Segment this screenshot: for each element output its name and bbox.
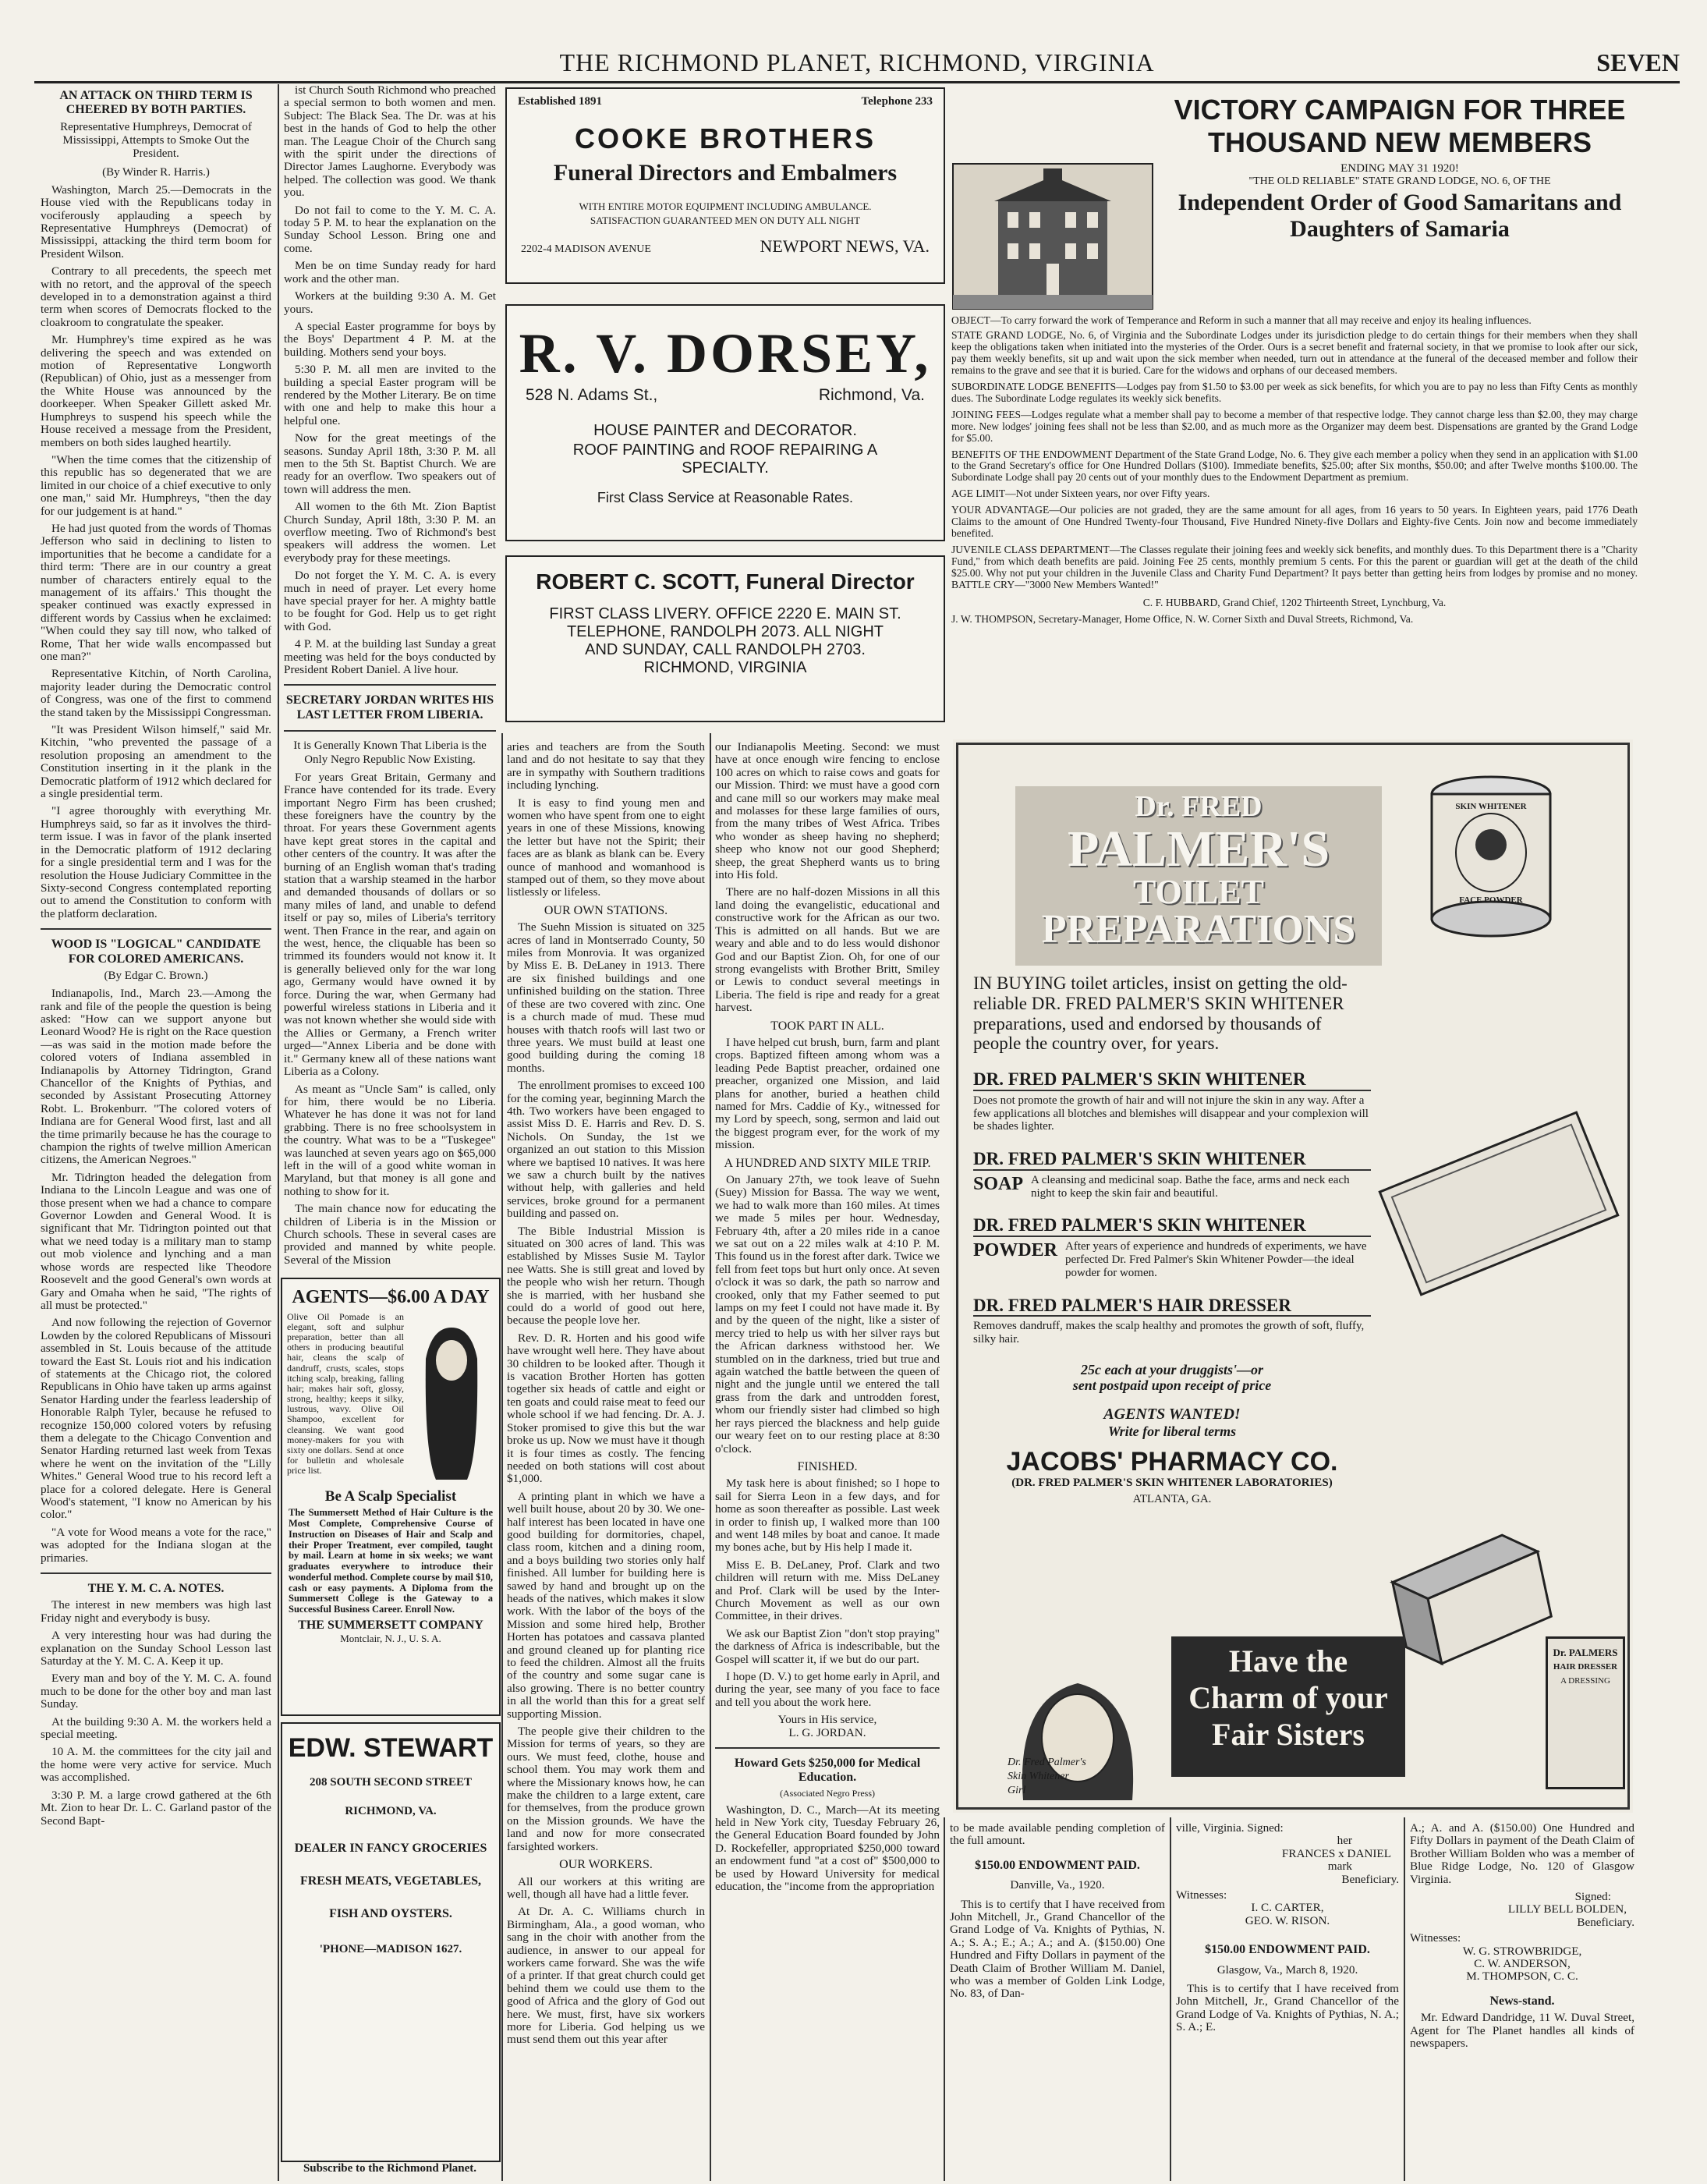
ad-palmers-preparations: [953, 739, 1633, 1813]
woman-portrait-image: [409, 1312, 494, 1484]
dateline: Glasgow, Va., March 8, 1920.: [1217, 1962, 1358, 1977]
ad-org: Independent Order of Good Samaritans and: [1178, 190, 1622, 215]
article-divider: [284, 684, 496, 686]
product-body: Does not promote the growth of hair and will not injure the skin in any way. After a few applications all blotches and blemishes will disappear and your complexion will be shades lighter.: [973, 1094, 1369, 1133]
ad-intro: IN BUYING toilet articles, insist on getting the old-reliable DR. FRED PALMER'S SKIN WHITENER preparations, used and endorsed by thousands of people the country over, for years.: [973, 973, 1348, 1054]
logo-line: PALMER'S: [1067, 821, 1330, 878]
ad-victory-campaign: [951, 84, 1638, 718]
product-word: SOAP: [973, 1173, 1024, 1194]
endowment-heading: $150.00 ENDOWMENT PAID.: [1205, 1943, 1370, 1957]
article-paragraph: aries and teachers are from the South land and do not hesitate to say that they are in sympathy with Southern traditions including lynching.: [507, 741, 705, 792]
logo-line: Dr. FRED: [1135, 790, 1263, 823]
sig-name: FRANCES x DANIEL: [1281, 1846, 1391, 1860]
bottom-column-3: [1410, 1822, 1634, 2181]
product-heading: DR. FRED PALMER'S SKIN WHITENER: [973, 1069, 1371, 1091]
endowment-heading: $150.00 ENDOWMENT PAID.: [975, 1858, 1140, 1872]
article-paragraph: Rev. D. R. Horten and his good wife have wrought well here. They have about 30 children to be looked after. Though it is vacation Brother Horten has gotten together six heads of cattle and eight or ten goats and could raise meat to feed our whole school if we had fencing. Dr. A. J. Stoker promised to give this but the war broke us up. Now we must have it though it is four times as costly. The fencing needed on both stations will cost about $1,000.: [507, 1331, 705, 1486]
headline-wood: WOOD IS "LOGICAL" CANDIDATE FOR COLORED AMERICANS.: [51, 938, 261, 966]
palmer-logo-banner: [1015, 786, 1382, 966]
article-paragraph: to be made available pending completion of the full amount.: [950, 1822, 1165, 1848]
article-paragraph: Contrary to all precedents, the speech met with no retort, and the approval of the speech developed in to a demonstration against a third term when scores of Democrats flocked to the cloakroom to congratulate the speaker.: [41, 264, 271, 329]
ad-line: TELEPHONE, RANDOLPH 2073. ALL NIGHT: [566, 623, 884, 640]
ad-signature: C. F. HUBBARD, Grand Chief, 1202 Thirteenth Street, Lynchburg, Va.: [1142, 597, 1447, 609]
ad-line: FRESH MEATS, VEGETABLES,: [299, 1874, 482, 1888]
product-word: POWDER: [973, 1240, 1057, 1261]
ad-name: ROBERT C. SCOTT, Funeral Director: [536, 569, 915, 594]
article-paragraph: "When the time comes that the citizenship of this republic has so degenerated that we are limited in our choice of a chief executive to only one man," said Mr. Humphreys, "then the day for our judgement is at hand.": [41, 452, 271, 518]
ad-phone: 'PHONE—MADISON 1627.: [319, 1943, 462, 1955]
article-paragraph: We ask our Baptist Zion "don't stop praying" the darkness of Africa is indescribable, but the Gospel will scatter it, if we but do our part.: [715, 1626, 940, 1666]
ad-paragraph: SUBORDINATE LODGE BENEFITS—Lodges pay from $1.50 to $3.00 per week as sick benefits, for which you are to pay no less than Fifty Cents as monthly dues. The Subordinate Lodge regulates its weekly sick benefits.: [951, 380, 1638, 404]
ad-paragraph: OBJECT—To carry forward the work of Temperance and Reform in such a manner that all may receive and enjoy its healing influences.: [951, 314, 1532, 326]
tin-label: SKIN WHITENER: [1455, 802, 1527, 811]
column-rule: [710, 733, 711, 2181]
article-paragraph: Men be on time Sunday ready for hard work and the other man.: [284, 259, 496, 285]
ad-cooke-brothers: [505, 87, 945, 284]
article-paragraph: "I agree thoroughly with everything Mr. Humphreys said, so far as it involves the third-term issue. I was in favor of the plank inserted in the Democratic platform of 1912 declaring for a single presidential term and I was for the resolution the House Judiciary Committee in the Sixty-second Congress contemplated reporting out to amend the Constitution to conform with the platform declaration.: [41, 804, 271, 920]
newspaper-title: THE RICHMOND PLANET, RICHMOND, VIRGINIA: [559, 48, 1155, 76]
article-paragraph: Washington, March 25.—Democrats in the House vied with the Republicans today in vociferously applauding a speech by Representative Humphreys (Democrat) of Mississippi, attacking the third term boom for President Wilson.: [41, 183, 271, 261]
article-paragraph: Now for the great meetings of the seasons. Sunday April 18th, 3:30 P. M. all men to the 5th St. Baptist Church. We are ready for an overflow. Two speakers out of town will address the men.: [284, 431, 496, 496]
ad-established: Established 1891: [518, 95, 602, 108]
column-rule: [501, 733, 503, 2181]
subhead-jordan: It is Generally Known That Liberia is the Only Negro Republic Now Existing.: [293, 739, 487, 766]
subhead-took-part: TOOK PART IN ALL.: [770, 1019, 884, 1033]
girl-caption: Girl: [1008, 1785, 1026, 1796]
article-paragraph: All women to the 6th Mt. Zion Baptist Church Sunday, April 18th, 3:30 P. M. an overflow meeting. Two of Richmond's best speakers will address the women. Let everybody pray for these meetings.: [284, 500, 496, 565]
bottom-column-1: [950, 1822, 1165, 2181]
article-paragraph: 3:30 P. M. a large crowd gathered at the 6th Mt. Zion to hear Dr. L. C. Garland pastor of the Second Bapt-: [41, 1788, 271, 1828]
ad-paragraph: AGE LIMIT—Not under Sixteen years, nor over Fifty years.: [951, 488, 1210, 500]
article-paragraph: ist Church South Richmond who preached a special sermon to both women and men. Subject: The Black Sea. The Dr. was at his best in the hands of God to help the other man. The League Choir of the Church sang with the spirit under the directions of Director James Laughorne. Everybody was helped. The collection was good. We thank you.: [284, 84, 496, 200]
ad-ending: ENDING MAY 31 1920!: [1340, 162, 1459, 175]
ad-line: WITH ENTIRE MOTOR EQUIPMENT INCLUDING AMBULANCE.: [579, 200, 872, 212]
ad-title: THOUSAND NEW MEMBERS: [1208, 126, 1592, 158]
article-paragraph: A very interesting hour was had during the explanation on the Sunday School Lesson last Saturday at the Y. M. C. A. Keep it up.: [41, 1629, 271, 1668]
ad-line: FISH AND OYSTERS.: [329, 1907, 452, 1920]
company-name: THE SUMMERSETT COMPANY: [298, 1618, 483, 1632]
specialist-heading: Be A Scalp Specialist: [324, 1487, 457, 1505]
ad-paragraph: YOUR ADVANTAGE—Our policies are not graded, they are the same amount for all ages, from 16 years to 50 years. In Eighteen years, paid 1776 Death Claims to the amount of One Hundred Twenty-four Thousand, Five Hundred Ninety-five Dollars and Eighty-five Cents. Join now and become immediately benefited.: [951, 504, 1638, 540]
sig-line: Beneficiary.: [1577, 1915, 1634, 1929]
article-paragraph: And now following the rejection of Governor Lowden by the colored Republicans of Missouri assembled in St. Louis because of the attitude toward the East St. Louis riot and his indication of statements at the Chicago riot, the colored Republicans in Ohio have taken up arms against Senator Harding under the fearless leadership of Honorable Ralph Tyler, because he refused to recognize 150,000 colored voters by refusing them a delegate to the Chicago Convention and Senator Harding returned last week from Texas where he went on the invitation of the "Lilly Whites." General Wood true to his record left a place for a colored delegate. Here is General Wood's statement, "I know no American by his color.": [41, 1316, 271, 1522]
ad-name: R. V. DORSEY,: [519, 322, 932, 385]
article-paragraph: Washington, D. C., March—At its meeting held in New York city, Tuesday February 26, the General Education Board founded by John D. Rockefeller, appropriated $250,000 toward an endowment fund "at a cost of" $500,000 to be used by Howard University for medical education, the "income from the appropriation: [715, 1803, 940, 1894]
witness-name: C. W. ANDERSON,: [1474, 1957, 1571, 1971]
column-1: [41, 84, 271, 2182]
article-paragraph: This is to certify that I have received from John Mitchell, Jr., Grand Chancellor of the Grand Lodge of Va. Knights of Pythias, N. A.; S. A.; E.; A.; A.; and A. ($150.00) One Hundred and Fifty Dollars in payment of the Death Claim of Brother William M. Daniel, who was a member of Golden Link Lodge, No. 83, of Dan-: [950, 1897, 1165, 2001]
article-paragraph: As meant as "Uncle Sam" is called, only for him, there would be no Liberia. Whatever he has done it was not for land grabbing. There is no free schoolsystem in the country. What was to be a "Tuskegee" was launched at seven years ago on $65,000 left in the will of a good white woman in Maryland, but that money is all gone and nothing to show for it.: [284, 1082, 496, 1198]
article-paragraph: The main chance now for educating the children of Liberia is in the Mission or Church schools. These in several cases are provided and manned by white people. Several of the Mission: [284, 1202, 496, 1267]
article-paragraph: The people give their children to the Mission for terms of years, so they are ours. We must feed, clothe, house and school them. You may work them and where the Missionary knows how, he can make the children to a large extent, care for themselves, from the produce grown on the Mission grounds. We have the land and now for more consecrated farsighted workers.: [507, 1725, 705, 1853]
ad-org: Daughters of Samaria: [1290, 216, 1510, 242]
ad-city: RICHMOND, VA.: [345, 1805, 437, 1817]
article-paragraph: On January 27th, we took leave of Suehn (Suey) Mission for Bassa. The way we went, we had to walk more than 160 miles. At times we made 5 miles per hour. Wednesday, February 4th, after a 20 miles ride in a canoe we sat out on a 22 miles walk at 4:10 P. M. This found us in the forest after dark. Twice we fell from feet tops but hurt only once. At seven o'clock it was so dark, the path so narrow and crooked, only that my Father seemed to put lamps on my feet I could not have made it. By and by the queen of the night, like a sister of mercy tried to help us with her silver rays but the African darkness withstood her. We stumbled on in the darkness, tried but true and again watched the battle between the queen of night and the jungle until we entered the tall grass from the dark and untrodden forest, whom our friendly sister had climbed so high her rays pierced the blackness and help guide our weary feet on to our resting place at 8:30 o'clock.: [715, 1172, 940, 1455]
article-paragraph: All our workers at this writing are well, though all have had a little fever.: [507, 1874, 705, 1901]
article-paragraph: "A vote for Wood means a vote for the race," was adopted for the Indiana slogan at the primaries.: [41, 1525, 271, 1565]
article-paragraph: This is to certify that I have received from John Mitchell, Jr., Grand Chancellor of the Grand Lodge of Va. Knights of Pythias, N. A.; S. A.; E.: [1176, 1982, 1399, 2034]
ad-address: 2202-4 MADISON AVENUE: [521, 243, 651, 255]
column-rule: [278, 84, 279, 2181]
column-3: [507, 741, 705, 2181]
article-paragraph: For years Great Britain, Germany and France have contended for its trade. Every important Negro Firm has been crushed; these foreigners have the country by the throat. For years these Government agents have kept great stores in the capital and other centers of the country. It was after the burning of an English woman that's trading station that a warship steamed in the harbor and demanded thousands of dollars or so many miles of land, and unable to defend itself or pay so, miles of Liberia's territory went. Then France in the rear, and again on the west, hence, the cliquable has been so trimmed its founders would not know it. It is generally believed only for the war long ago, Germany would have owned it by force. During the war, when Germany had powerful wireless stations in Liberia and it was not known whether she would side with the Allies or Germany, a French writer urged—"Annex Liberia and be done with it." Germany knew all of these nations want Liberia as a Colony.: [284, 770, 496, 1079]
howard-source: (Associated Negro Press): [780, 1787, 875, 1799]
headline-jordan: SECRETARY JORDAN WRITES HIS LAST LETTER FROM LIBERIA.: [285, 693, 494, 722]
logo-line: PREPARATIONS: [1041, 907, 1356, 952]
logo-line: TOILET: [1133, 873, 1264, 911]
product-heading: DR. FRED PALMER'S HAIR DRESSER: [973, 1296, 1371, 1317]
article-paragraph: Every man and boy of the Y. M. C. A. found much to be done for the other boy and man last Sunday.: [41, 1672, 271, 1711]
subhead-workers: OUR WORKERS.: [559, 1858, 653, 1872]
specialist-body: The Summersett Method of Hair Culture is the Most Complete, Comprehensive Course of Instruction on Diseases of Hair and Scalp and their Proper Treatment, ever compiled, taught by mail. Learn at home in six weeks; we want graduates everywhere to introduce their wonderful method. Complete course by mail $10, cash or easy payments. A Diploma from the Summersett College is the Gateway to a Successful Business Career. Enroll Now.: [289, 1507, 493, 1615]
byline: (By Edgar C. Brown.): [104, 969, 208, 982]
article-paragraph: Workers at the building 9:30 A. M. Get yours.: [284, 289, 496, 316]
sig-line: Beneficiary.: [1341, 1872, 1399, 1886]
ad-line: SATISFACTION GUARANTEED MEN ON DUTY ALL NIGHT: [590, 214, 861, 226]
company-name: JACOBS' PHARMACY CO.: [1006, 1446, 1338, 1477]
ad-sub: "THE OLD RELIABLE" STATE GRAND LODGE, NO. 6, OF THE: [1248, 176, 1551, 187]
article-paragraph: Mr. Humphrey's time expired as he was delivering the speech and was extended on motion of Representative Longworth (Republican) of Ohio, just as a messenger from the White House was announced by the doorkeeper. When Speaker Gillett asked Mr. Humphreys to suspend his speech while the House received a message from the President, members on both sides laughed heartily.: [41, 333, 271, 449]
article-divider: [284, 730, 496, 732]
article-paragraph: It is easy to find young men and women who have spent from one to eight years in one of these Missions, knowing the letter but have not the Spirit; their faces are as blank as blank can be. Every ounce of manhood and womanhood is stamped out of them, so they move about listlessly or lifeless.: [507, 796, 705, 899]
agents-wanted: AGENTS WANTED!: [1103, 1406, 1241, 1424]
article-paragraph: A.; A. and A. ($150.00) One Hundred and Fifty Dollars in payment of the Death Claim of Brother William Bolden who was a member of Blue Ridge Lodge, No. 120 of Glasgow Virginia.: [1410, 1822, 1634, 1886]
headline-howard: Howard Gets $250,000 for Medical Education.: [734, 1757, 921, 1785]
witness-name: W. G. STROWBRIDGE,: [1462, 1944, 1582, 1958]
ad-title: AGENTS—$6.00 A DAY: [292, 1287, 490, 1307]
ad-agents-olive-oil: [281, 1278, 501, 1716]
product-body: After years of experience and hundreds of experiments, we have perfected Dr. Fred Palmer's Skin Whitener Powder—the ideal powder for women.: [1065, 1240, 1367, 1279]
tin-label: FACE POWDER: [1459, 895, 1523, 905]
subhead-finished: FINISHED.: [797, 1459, 858, 1473]
article-paragraph: A printing plant in which we have a well built house, about 20 by 30. We one-half interest has been located in have one good building for dormitories, chapel, class room, kitchen and a dining room, and a boys building two stories only half finished. All lumber for building here is sawed by hand and brought up on the heads of the natives, which makes it slow work. With the labor of the boys of the Mission and some hired help, Brother Horten has potatoes and cassava planted and ground cleaned up for planting rice to feed the children. Almost all the fruits of the country and some sugar cane is also growing. There is no better country in all the world than this for a great self supporting Mission.: [507, 1489, 705, 1721]
article-paragraph: 4 P. M. at the building last Sunday a great meeting was held for the boys conducted by President Robert Daniel. A live hour.: [284, 637, 496, 677]
ad-line: DEALER IN FANCY GROCERIES: [294, 1842, 487, 1855]
article-paragraph: At the building 9:30 A. M. the workers held a special meeting.: [41, 1714, 271, 1742]
column-rule: [1404, 1817, 1405, 2181]
sig-line: her: [1337, 1834, 1352, 1848]
witness-name: I. C. CARTER,: [1251, 1901, 1324, 1915]
article-paragraph: The enrollment promises to exceed 100 for the coming year, beginning March the 4th. Two workers have been engaged to assist Miss D. E. Harris and Rev. D. S. Nichols. On Sunday, the 1st we organized an out station to this Mission where we baptised 10 natives. It was here we saw a church built by the natives without help, with galleries and held services, broke ground for a permanent building and passed on.: [507, 1079, 705, 1221]
headline-third-term: AN ATTACK ON THIRD TERM IS CHEERED BY BOTH PARTIES.: [59, 89, 253, 117]
subhead-trip: A HUNDRED AND SIXTY MILE TRIP.: [724, 1156, 931, 1170]
article-paragraph: I hope (D. V.) to get home early in April, and during the year, see many of you face to face and tell you about the work here.: [715, 1669, 940, 1709]
article-paragraph: At Dr. A. C. Williams church in Birmingham, Ala., a good woman, who sang in the choir with another from the audience, in answer to our appeal for workers came forward. She was the wife of a printer. If that great church could get behind them we could use them to the good of Africa and the glory of God out here. We must, first, have six workers more for Liberia. God helping us we must send them out this year after: [507, 1905, 705, 2047]
article-paragraph: Do not forget the Y. M. C. A. is every much in need of prayer. Let every home have special prayer for her. A mighty battle to be fought for God. Help us to get right with God.: [284, 569, 496, 633]
article-paragraph: "It was President Wilson himself," said Mr. Kitchin, "who prevented the passage of a resolution proposing an amendment to the Constitution inserting in it the plank in the Democratic platform of 1912 which declared for a single presidential term.: [41, 723, 271, 801]
sig-name: LILLY BELL BOLDEN,: [1507, 1902, 1627, 1916]
product-heading: DR. FRED PALMER'S SKIN WHITENER: [973, 1215, 1371, 1237]
product-heading: DR. FRED PALMER'S SKIN WHITENER: [973, 1149, 1371, 1171]
article-paragraph: A special Easter programme for boys by the Boys' Department 4 P. M. at the building. Mothers send your boys.: [284, 319, 496, 359]
ad-paragraph: STATE GRAND LODGE, No. 6, of Virginia and the Subordinate Lodges under its jurisdiction pledge to do certain things for their members when they shall keep the obligations taken when initiated into the mysteries of the Order. Ours is a secret benefit and fraternal society, in that we promise to look after our sick, pay them weekly benefits, sit up and wait upon the sick member when needed, turn out in attendance at the funeral of the deceased member and follow their remains to the grave and see that it is buried. Care for the widows and orphans of our deceased members.: [951, 328, 1638, 376]
headline-ymca: THE Y. M. C. A. NOTES.: [87, 1582, 225, 1596]
ad-subtitle: Funeral Directors and Embalmers: [553, 160, 898, 186]
price-line: sent postpaid upon receipt of price: [1072, 1377, 1272, 1394]
product-body: A cleansing and medicinal soap. Bathe the face, arms and neck each night to keep the skin fair and beautiful.: [1031, 1173, 1350, 1200]
subhead-stations: OUR OWN STATIONS.: [544, 903, 668, 917]
ad-address: 208 SOUTH SECOND STREET: [310, 1776, 472, 1789]
ad-address: 528 N. Adams St.,: [526, 386, 658, 404]
slogan-line: Fair Sisters: [1212, 1717, 1365, 1752]
ad-line: RICHMOND, VIRGINIA: [643, 659, 807, 676]
ad-robert-c-scott: [505, 555, 945, 722]
slogan-line: Have the: [1228, 1643, 1348, 1679]
sig-line: Signed:: [1574, 1890, 1611, 1904]
ad-line: FIRST CLASS LIVERY. OFFICE 2220 E. MAIN ST.: [549, 605, 901, 622]
bottom-column-2: [1176, 1822, 1399, 2181]
article-paragraph: My task here is about finished; so I hope to sail for Sierra Leon in a few days, and for home as soon thereafter as possible. Last week in order to finish up, I walked more than 100 and went 148 miles by boat and canoe. It made my bones ache, but by His help I made it.: [715, 1477, 940, 1555]
article-paragraph: Representative Kitchin, of North Carolina, majority leader during the Democratic control of Congress, was one of the first to commend the stand taken by the Mississippi Congressman.: [41, 667, 271, 719]
subhead-third-term: Representative Humphreys, Democrat of Mississippi, Attempts to Smoke Out the President.: [60, 120, 252, 161]
ad-line: AND SUNDAY, CALL RANDOLPH 2703.: [585, 641, 866, 658]
price-line: 25c each at your druggists'—or: [1080, 1361, 1264, 1377]
column-rule: [944, 1817, 945, 2181]
article-paragraph: There are no half-dozen Missions in all this land doing the evangelistic, educational and constructive work for the African as our two. This is admitted on all hands. But we are weary and able and to do less would dishonor God and our Baptist Zion. Oh, for one of our strong evangelists with Brother Britt, Smiley or Lewis to conduct several meetings in Liberia. The field is ripe and ready for a great harvest.: [715, 885, 940, 1015]
ad-paragraph: JUVENILE CLASS DEPARTMENT—The Classes regulate their joining fees and weekly sick benefits, and monthly dues. To this Department there is a "Charity Fund," from which death benefits are paid. Joining Fee 25 cents, monthly premium 5 cents. For this the parent or guardian will get at the death of the child $25.00. Why not put your children in the Juvenile Class and Charity Fund Department? It pays better than getting heirs from lodges by promise and no money. BATTLE CRY—"3000 New Members Wanted!": [951, 544, 1638, 591]
ad-title: VICTORY CAMPAIGN FOR THREE: [1174, 94, 1626, 126]
ad-rv-dorsey: [505, 304, 945, 541]
can-label: Dr. PALMERS: [1553, 1647, 1618, 1658]
article-paragraph: The Bible Industrial Mission is situated on 300 acres of land. This was established by Misses Susie M. Taylor nee Watts. She is still great and loved by the people who wish her return. Though she is married, with her husband she could do a world of good out here, because the people love her.: [507, 1224, 705, 1328]
news-stand-heading: News-stand.: [1489, 1994, 1555, 2008]
subscribe-line: Subscribe to the Richmond Planet.: [303, 2162, 477, 2175]
ad-paragraph: BENEFITS OF THE ENDOWMENT Department of the State Grand Lodge, No. 6. They give each member a policy when they send in an application with $1.00 to the Grand Secretary's office for One Hundred Dollars ($100). Immediate benefits, $25.00; after Six months, $50.00; and after Twelve months $100.00. The Subordinate Lodge shall pay 20 cents out of your monthly dues to the Endowment Department as premium.: [951, 448, 1638, 484]
ad-line: First Class Service at Reasonable Rates.: [597, 490, 854, 505]
article-paragraph: Miss E. B. DeLaney, Prof. Clark and two children will return with me. Miss DeLaney and Prof. Clark will be used by the Inter-Church Movement as well as our own Committee, in their drives.: [715, 1558, 940, 1623]
article-divider: [715, 1747, 940, 1749]
byline: (By Winder R. Harris.): [102, 165, 210, 179]
company-sub: (DR. FRED PALMER'S SKIN WHITENER LABORATORIES): [1011, 1476, 1333, 1489]
article-paragraph: Mr. Edward Dandridge, 11 W. Duval Street, Agent for The Planet handles all kinds of newspapers.: [1410, 2011, 1634, 2051]
ad-name: EDW. STEWART: [288, 1733, 494, 1763]
witness-label: Witnesses:: [1410, 1931, 1461, 1945]
article-divider: [41, 1572, 271, 1574]
column-4: [715, 741, 940, 2181]
ad-line: HOUSE PAINTER and DECORATOR.: [593, 422, 857, 439]
face-powder-tin-image: [1429, 771, 1553, 942]
signoff-name: L. G. JORDAN.: [788, 1725, 866, 1739]
lodge-building-image: [951, 162, 1154, 310]
column-2: [284, 84, 496, 1270]
article-paragraph: our Indianapolis Meeting. Second: we must have at once enough wire fencing to enclose 100 acres on which to raise cows and goats for our Mission. Third: we must have a good corn and cane mill so our workers may make meal and molasses for these large families of ours, from the many tribes of West Africa. Tribes who wonder as sheep having no shepherd; sheep who know not our good Shepherd; sheep, the great Shepherd wants us to bring into His fold.: [715, 741, 940, 882]
ad-telephone: Telephone 233: [861, 95, 933, 108]
masthead: [34, 44, 1680, 83]
ad-copy: [973, 973, 1371, 1506]
company-address: Montclair, N. J., U. S. A.: [340, 1632, 441, 1644]
witness-name: GEO. W. RISON.: [1245, 1913, 1330, 1927]
ad-body: Olive Oil Pomade is an elegant, soft and sulphur preparation, better than all others in producing beautiful hair, cleans the scalp of dandruff, crusts, scales, stops itching scalp, breaking, falling hair; makes hair soft, glossy, strong, healthy; keeps it silky, lustrous, wavy. Olive Oil Shampoo, excellent for cleansing. We want good money-makers for you with sixty one dollars. Send at once for bulletin and wholesale price list.: [287, 1310, 404, 1477]
signoff: Yours in His service,: [777, 1713, 877, 1727]
ad-signature: J. W. THOMPSON, Secretary-Manager, Home Office, N. W. Corner Sixth and Duval Streets, Richmond, Va.: [951, 612, 1414, 625]
article-paragraph: The interest in new members was high last Friday night and everybody is busy.: [41, 1598, 271, 1625]
witness-name: M. THOMPSON, C. C.: [1466, 1970, 1578, 1984]
agents-terms: Write for liberal terms: [1107, 1423, 1237, 1439]
ad-name: COOKE BROTHERS: [574, 122, 877, 154]
article-paragraph: Do not fail to come to the Y. M. C. A. today 5 P. M. to hear the explanation on the Sunday School Lesson. Bring one and come.: [284, 203, 496, 255]
article-paragraph: 10 A. M. the committees for the city jail and the home were very active for service. Much was accomplished.: [41, 1745, 271, 1785]
company-city: ATLANTA, GA.: [1132, 1492, 1212, 1505]
can-label: A DRESSING: [1560, 1676, 1610, 1686]
article-paragraph: Mr. Tidrington headed the delegation from Indiana to the Lincoln League and was one of those present when we had a chance to compare Governor Lowden and General Wood. It is significant that Mr. Tidrington pointed out that what we need today is a military man to stamp out mob violence and lynching and a man whose words are respected like Theodore Roosevelt and the good General's own words at Gary and Omaha when he said, "The rights of all must be protected.": [41, 1170, 271, 1312]
article-paragraph: The Suehn Mission is situated on 325 acres of land in Montserrado County, 50 miles from Monrovia. It was organized by Miss E. B. DeLaney in 1913. There are six finished buildings and one unfinished building on the station. Three of these are two covered with zinc. One is a church made of mud. These mud houses with thatch roofs will last two or three years. We must build at least one good building during the coming 18 months.: [507, 920, 705, 1075]
witness-label: Witnesses:: [1176, 1888, 1227, 1902]
hair-dresser-can-image: [1546, 1636, 1625, 1789]
product-body: Removes dandruff, makes the scalp healthy and promotes the growth of soft, fluffy, silky hair.: [973, 1320, 1365, 1346]
column-rule: [1170, 1817, 1171, 2181]
page-number: SEVEN: [1596, 48, 1680, 76]
ad-city: NEWPORT NEWS, VA.: [760, 236, 930, 256]
slogan-line: Charm of your: [1188, 1680, 1388, 1715]
article-paragraph: Indianapolis, Ind., March 23.—Among the rank and file of the people the question is being asked: "How can we support anyone but Leonard Wood? He is right on the Race question—as was said in the motion made before the colored voters of Indiana assembled in Indianapolis by Attorney Tidrington, Grand Chancellor of the Knights of Pythias, and seconded by Assistant Prosecuting Attorney Robt. L. Brokenburr. "The colored voters of Indiana are for General Wood first, last and all the time primarily because he has the courage to champion the rights of twelve million American citizens, the American Negroes.": [41, 987, 271, 1167]
girl-caption: Dr. Fred Palmer's: [1008, 1757, 1086, 1768]
sig-line: ville, Virginia. Signed:: [1176, 1822, 1284, 1835]
girl-caption: Skin Whitener: [1008, 1771, 1069, 1782]
article-paragraph: He had just quoted from the words of Thomas Jefferson who said in declining to listen to importunities that he become a candidate for a third term: 'There are in our country a great number of characters entirely equal to the management of its affairs.' This thought the speaker continued was exactly expressed in different words by Cassius when he exclaimed: "When could they say till now, who talked of Rome, That her wide walls encompassed but one man?": [41, 521, 271, 663]
article-paragraph: I have helped cut brush, burn, farm and plant crops. Baptized fifteen among whom was a leading Pede Baptist preacher, ordained one preacher, organized one Mission, and laid plans for another, buried a heathen child named for Mrs. Caddie of Ky., witnessed for my Lord by speech, song, sermon and laid out the biggest program ever, for the work of my mission.: [715, 1035, 940, 1152]
slogan-banner: [1171, 1636, 1405, 1777]
dateline: Danville, Va., 1920.: [1010, 1878, 1105, 1892]
ad-edw-stewart: [281, 1722, 501, 2162]
article-paragraph: 5:30 P. M. all men are invited to the building a special Easter program will be rendered by the Mother Literary. Be on time with one and help to make this hour a helpful one.: [284, 363, 496, 427]
article-divider: [41, 928, 271, 930]
ad-paragraph: JOINING FEES—Lodges regulate what a member shall pay to become a member of that respective lodge. They cannot charge less than $2.00, they may charge more. New lodges' joining fees shall not be less than $2.00, and as much more as the Organizer may deem best. Dispensations are granted by the Grand Lodge for $5.00.: [951, 408, 1638, 444]
girl-portrait-image: [1000, 1668, 1156, 1800]
ad-city: Richmond, Va.: [818, 386, 925, 404]
ad-line: ROOF PAINTING and ROOF REPAIRING A SPECIALTY.: [572, 441, 878, 477]
can-label: HAIR DRESSER: [1553, 1662, 1618, 1672]
sig-line: mark: [1327, 1860, 1352, 1874]
